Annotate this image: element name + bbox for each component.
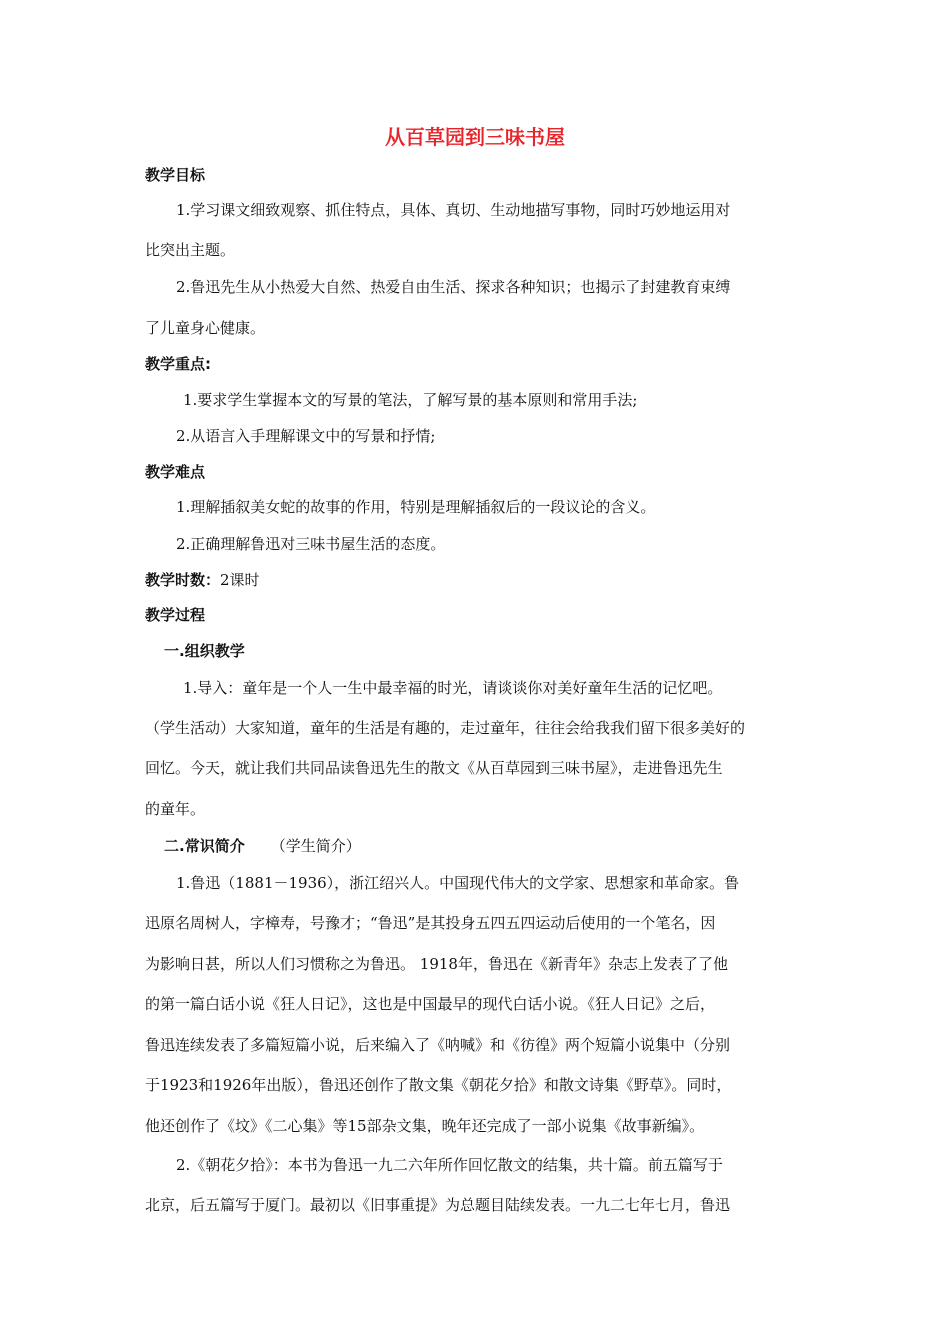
section-2-paragraph-1-line-7: 他还创作了《坟》《二心集》等15部杂文集，晚年还完成了一部小说集《故事新编》。	[145, 1117, 705, 1135]
section-2-paragraph-1-line-2: 迅原名周树人，字樟寿，号豫才；“鲁迅”是其投身五四五四运动后使用的一个笔名，因	[145, 914, 716, 932]
section-2-title: 二.常识简介	[164, 837, 245, 855]
section-1-line-4: 的童年。	[145, 800, 206, 818]
goals-paragraph-1-line-1: 1.学习课文细致观察、抓住特点，具体、真切、生动地描写事物，同时巧妙地运用对	[176, 201, 731, 219]
heading-teaching-process: 教学过程	[145, 606, 206, 624]
section-2-note: （学生简介）	[270, 837, 361, 855]
teaching-hours-value: 2课时	[220, 571, 260, 589]
section-2-paragraph-1-line-3: 为影响日甚，所以人们习惯称之为鲁迅。 1918年，鲁迅在《新青年》杂志上发表了了他	[145, 955, 728, 973]
goals-paragraph-1-line-2: 比突出主题。	[145, 241, 236, 259]
key-point-2: 2.从语言入手理解课文中的写景和抒情;	[176, 427, 436, 445]
section-1-line-2: （学生活动）大家知道，童年的生活是有趣的，走过童年，往往会给我我们留下很多美好的	[145, 719, 746, 737]
section-2-paragraph-1-line-5: 鲁迅连续发表了多篇短篇小说，后来编入了《呐喊》和《彷徨》两个短篇小说集中（分别	[145, 1036, 731, 1054]
section-1-line-1: 1.导入：童年是一个人一生中最幸福的时光，请谈谈你对美好童年生活的记忆吧。	[183, 679, 723, 697]
document-title: 从百草园到三味书屋	[385, 125, 565, 149]
difficulty-1: 1.理解插叙美女蛇的故事的作用，特别是理解插叙后的一段议论的含义。	[176, 498, 656, 516]
key-point-1: 1.要求学生掌握本文的写景的笔法，了解写景的基本原则和常用手法;	[183, 391, 638, 409]
goals-paragraph-2-line-2: 了儿童身心健康。	[145, 319, 266, 337]
section-1-line-3: 回忆。今天，就让我们共同品读鲁迅先生的散文《从百草园到三味书屋》，走进鲁迅先生	[145, 759, 723, 777]
section-2-paragraph-2-line-2: 北京，后五篇写于厦门。最初以《旧事重提》为总题目陆续发表。一九二七年七月，鲁迅	[145, 1196, 731, 1214]
difficulty-2: 2.正确理解鲁迅对三味书屋生活的态度。	[176, 535, 446, 553]
teaching-hours	[145, 570, 260, 590]
section-2-paragraph-1-line-6: 于1923和1926年出版），鲁迅还创作了散文集《朝花夕拾》和散文诗集《野草》。同时，	[145, 1076, 732, 1094]
heading-key-points: 教学重点:	[145, 355, 211, 373]
heading-section-2	[164, 836, 361, 856]
section-2-paragraph-1-line-4: 的第一篇白话小说《狂人日记》，这也是中国最早的现代白话小说。《狂人日记》之后，	[145, 995, 716, 1013]
heading-section-1: 一.组织教学	[164, 642, 245, 660]
section-2-paragraph-2-line-1: 2.《朝花夕拾》：本书为鲁迅一九二六年所作回忆散文的结集，共十篇。前五篇写于	[176, 1156, 723, 1174]
section-2-paragraph-1-line-1: 1.鲁迅（1881－1936），浙江绍兴人。中国现代伟大的文学家、思想家和革命家。鲁	[176, 874, 740, 892]
heading-teaching-goals: 教学目标	[145, 166, 206, 184]
heading-difficulties: 教学难点	[145, 463, 206, 481]
goals-paragraph-2-line-1: 2.鲁迅先生从小热爱大自然、热爱自由生活、探求各种知识；也揭示了封建教育束缚	[176, 278, 731, 296]
teaching-hours-label: 教学时数：	[145, 571, 221, 589]
